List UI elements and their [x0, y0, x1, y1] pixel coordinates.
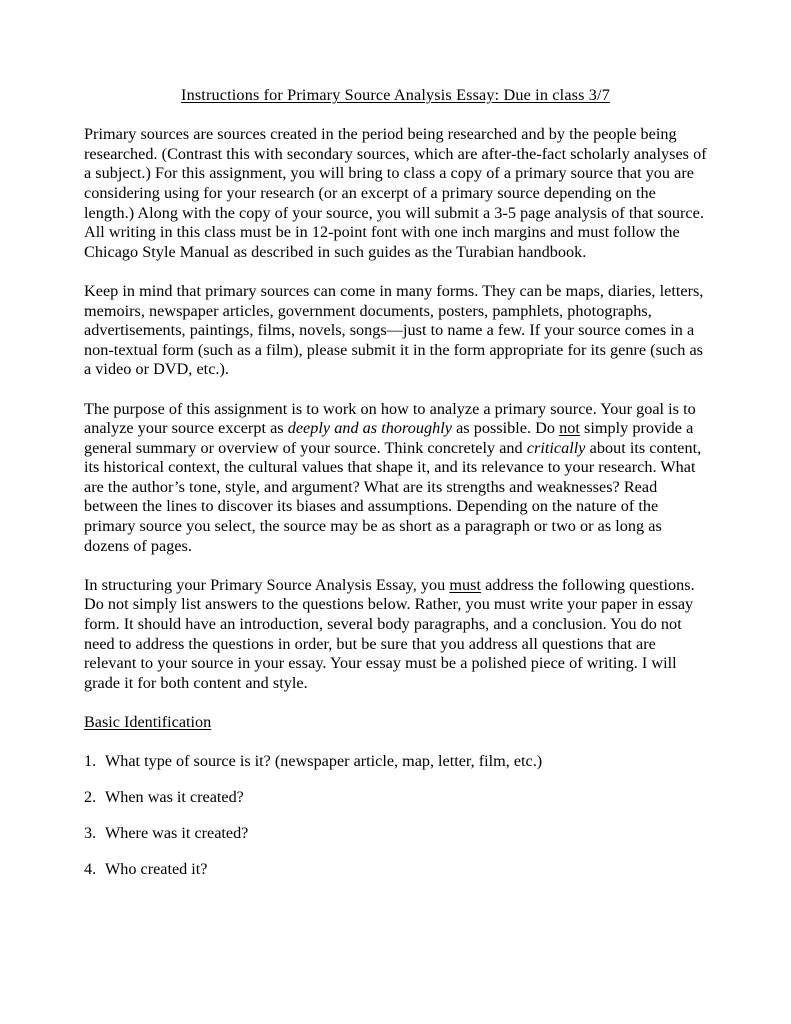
emphasis-critically: critically [526, 438, 586, 457]
list-item [84, 752, 707, 772]
paragraph-purpose [84, 400, 707, 557]
emphasis-must: must [449, 575, 481, 594]
section-heading-text: Basic Identification [84, 713, 212, 731]
spacer [84, 693, 707, 713]
spacer [84, 106, 707, 126]
page-title [84, 86, 707, 106]
paragraph-intro-text: Primary sources are sources created in the period being researched and by the people being researched. (Contrast this with secondary sources, which are after-the-fact scholarly analyses of a subject.) For this assignment, you will bring to class a copy of a primary source that you are considering using for your research (or an excerpt of a primary source depending on the length.) Along with the copy of your source, you will submit a 3-5 page analysis of that source. All writing in this class must be in 12-point font with one inch margins and must follow the Chicago Style Manual as described in such guides as the Turabian handbook. [84, 125, 707, 261]
list-item [84, 824, 707, 844]
spacer [84, 733, 707, 753]
spacer [84, 262, 707, 282]
list-item-number: 4. [84, 860, 97, 879]
emphasis-deeply-thoroughly: deeply and as thoroughly [287, 419, 452, 438]
paragraph-intro [84, 125, 707, 262]
paragraph-purpose-text-2: as possible. Do [451, 419, 560, 438]
emphasis-not: not [559, 419, 580, 438]
paragraph-structure [84, 576, 707, 694]
paragraph-purpose-text-1: The purpose of this assignment is to work on how to analyze a primary source. Your goal is to analyze your source excerpt as [84, 399, 696, 438]
paragraph-purpose-text-3: simply provide a general summary or overview of your source. Think concretely and [84, 419, 694, 457]
list-item-number: 3. [84, 824, 97, 843]
list-item-label: What type of source is it? (newspaper article, map, letter, film, etc.) [105, 752, 543, 771]
list-item [84, 788, 707, 808]
spacer [84, 380, 707, 400]
document-body [84, 86, 707, 880]
section-heading-basic-identification [84, 713, 707, 733]
list-item-number: 2. [84, 788, 97, 807]
list-item-label: Who created it? [105, 860, 208, 879]
list-item-number: 1. [84, 752, 97, 771]
paragraph-structure-text-2: address the following questions. Do not simply list answers to the questions below. Rather, you must write your paper in essay form. It should have an introduction, several body paragraphs, and a conclusion. You do not need to address the questions in order, but be sure that you address all questions that are relevant to your source in your essay. Your essay must be a polished piece of writing. I will grade it for both content and style. [84, 575, 695, 692]
list-item-label: When was it created? [105, 788, 244, 807]
list-item-label: Where was it created? [105, 824, 249, 843]
page-title-text: Instructions for Primary Source Analysis Essay: Due in class 3/7 [181, 86, 610, 104]
spacer [84, 556, 707, 576]
list-item [84, 860, 707, 880]
paragraph-forms [84, 282, 707, 380]
paragraph-structure-text-1: In structuring your Primary Source Analysis Essay, you [84, 575, 450, 594]
question-list [84, 752, 707, 880]
paragraph-forms-text: Keep in mind that primary sources can come in many forms. They can be maps, diaries, letters, memoirs, newspaper articles, government documents, posters, pamphlets, photographs, advertisements, paintings, films, novels, songs—just to name a few. If your source comes in a non-textual form (such as a film), please submit it in the form appropriate for its genre (such as a video or DVD, etc.). [84, 281, 704, 379]
paragraph-purpose-text-4: about its content, its historical context, the cultural values that shape it, and its relevance to your research. What are the author’s tone, style, and argument? What are its strengths and weaknesses? Read between the lines to discover its biases and assumptions. Depending on the nature of the primary source you select, the source may be as short as a paragraph or two or as long as dozens of pages. [84, 438, 702, 555]
